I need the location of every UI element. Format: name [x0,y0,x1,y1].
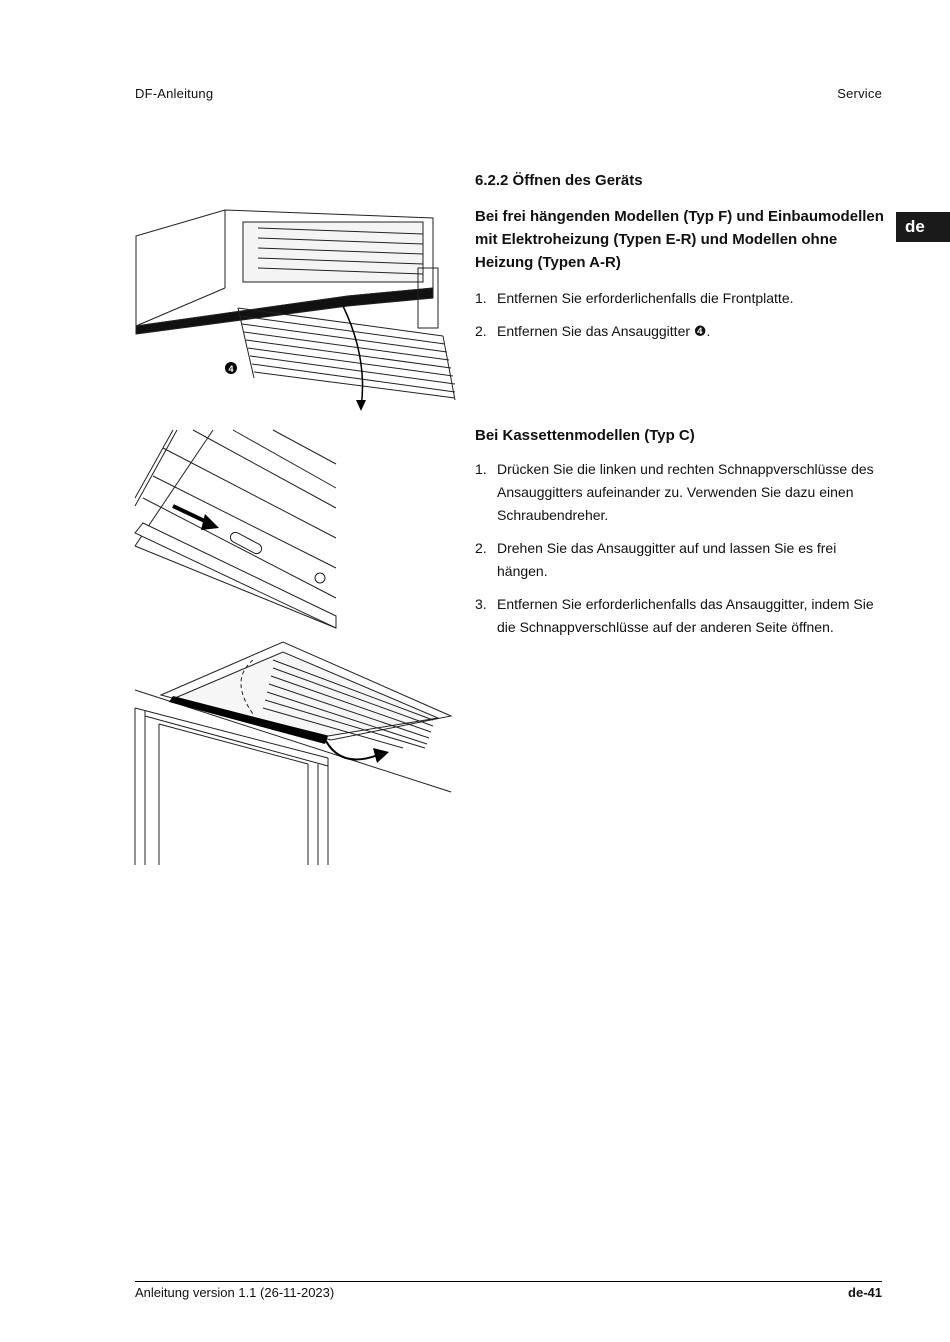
page-number: de-41 [848,1285,882,1300]
block-cassette-models [475,424,885,649]
list-item: 1. Drücken Sie die linken und rechten Schnappverschlüsse des Ansauggitters aufeinander zu. Verwenden Sie dazu einen Schraubendreher. [475,461,874,523]
snap-latch-figure [133,428,338,633]
block-hanging-models [475,205,885,353]
footer-version: Anleitung version 1.1 (26-11-2023) [135,1285,335,1300]
header-section-name: Service [837,86,882,101]
list-item: 3. Entfernen Sie erforderlichenfalls das Ansauggitter, indem Sie die Schnappverschlüsse auf der anderen Seite öffnen. [475,596,874,635]
language-tab: de [896,212,950,242]
list-item: 2. Drehen Sie das Ansauggitter auf und lassen Sie es frei hängen. [475,540,837,579]
step-list [475,458,885,639]
section-title: 6.2.2 Öffnen des Geräts [475,172,643,189]
header-doc-title: DF-Anleitung [135,86,214,101]
cassette-grille-figure [133,640,453,865]
list-item: 2. Entfernen Sie das Ansauggitter ❹. [475,323,711,339]
footer-rule [135,1281,882,1282]
step-list [475,287,885,343]
block-heading: Bei frei hängenden Modellen (Typ F) und Einbaumodellen mit Elektroheizung (Typen E-R) und Modellen ohne Heizung (Typen A-R) [475,208,884,271]
block-heading: Bei Kassettenmodellen (Typ C) [475,427,695,444]
list-item: 1. Entfernen Sie erforderlichenfalls die Frontplatte. [475,290,794,306]
callout-4-label: 4 [228,364,234,374]
unit-grille-removal-figure [133,208,458,413]
